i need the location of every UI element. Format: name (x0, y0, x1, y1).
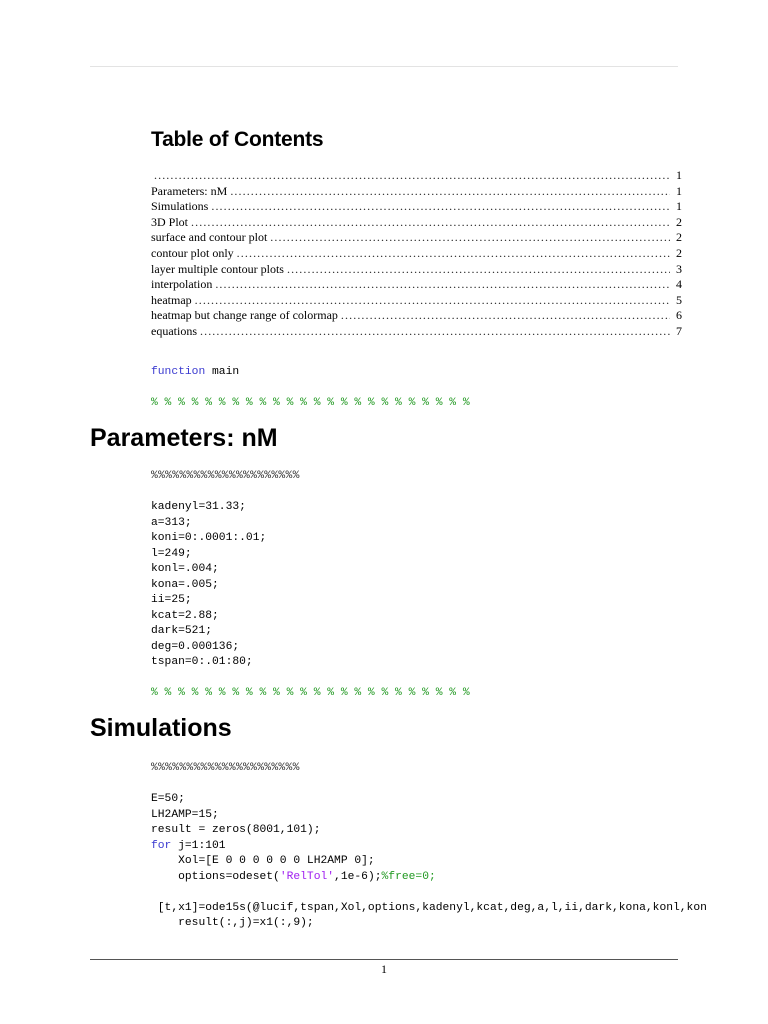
code-block-intro (151, 365, 470, 412)
toc-entry-page: 2 (676, 245, 682, 260)
code-text: options=odeset( (151, 870, 280, 883)
function-name: main (205, 366, 240, 378)
toc-leader-dots (200, 324, 670, 340)
code-line: kcat=2.88; (151, 609, 219, 622)
toc-entry-label: surface and contour plot (151, 230, 268, 245)
toc-leader-dots (195, 293, 670, 309)
code-line: result = zeros(8001,101); (151, 824, 321, 836)
toc-entry[interactable] (151, 184, 682, 200)
code-block-parameters (151, 469, 470, 702)
code-text: ,1e-6); (334, 870, 382, 883)
toc-leader-dots (270, 230, 670, 246)
code-line: deg=0.000136; (151, 640, 240, 653)
section-heading-simulations: Simulations (90, 714, 232, 742)
toc-entry-label: interpolation (151, 277, 213, 292)
string-literal: 'RelTol' (279, 870, 335, 883)
toc-entry-label: layer multiple contour plots (151, 261, 284, 276)
toc-entry-page: 5 (676, 292, 682, 307)
toc-entry[interactable] (151, 246, 682, 262)
toc-entry-label: Parameters: nM (151, 183, 228, 198)
toc-leader-dots (215, 277, 670, 293)
toc-leader-dots (237, 246, 670, 262)
code-line: dark=521; (151, 625, 213, 637)
code-line: koni=0:.0001:.01; (151, 532, 267, 544)
keyword: for (151, 839, 172, 852)
comment-separator: % % % % % % % % % % % % % % % % % % % % % % % % (151, 687, 470, 699)
code-line: kona=.005; (151, 578, 219, 591)
toc-entry-page: 6 (676, 308, 682, 323)
toc-title: Table of Contents (151, 128, 324, 151)
toc-entry-label: Simulations (151, 199, 209, 214)
toc-entry-page: 4 (676, 277, 682, 292)
keyword: function (151, 366, 206, 378)
toc-entry-page: 3 (676, 261, 682, 276)
code-line: tspan=0:.01:80; (151, 656, 253, 668)
code-text: j=1:101 (171, 839, 226, 852)
toc-entry[interactable] (151, 168, 682, 184)
code-comment: %%%%%%%%%%%%%%%%%%%%% (151, 762, 300, 774)
toc-entry-page: 2 (676, 230, 682, 245)
section-heading-parameters: Parameters: nM (90, 424, 278, 452)
code-line: [t,x1]=ode15s(@lucif,tspan,Xol,options,kadenyl,kcat,deg,a,l,ii,dark,kona,konl,kon (151, 901, 707, 914)
toc-entry-page: 1 (676, 199, 682, 214)
footer-rule (90, 959, 678, 960)
toc-entry-label: equations (151, 323, 197, 338)
toc-leader-dots (230, 184, 670, 200)
toc-entry[interactable] (151, 277, 682, 293)
code-line: ii=25; (151, 594, 192, 606)
table-of-contents (151, 168, 682, 340)
toc-leader-dots (154, 168, 670, 184)
code-line: Xol=[E 0 0 0 0 0 0 LH2AMP 0]; (151, 855, 375, 867)
code-line: E=50; (151, 793, 185, 805)
toc-entry-page: 1 (676, 183, 682, 198)
code-line (151, 870, 768, 886)
code-block-simulations (151, 761, 768, 932)
toc-leader-dots (287, 262, 670, 278)
code-line (151, 839, 768, 855)
toc-leader-dots (191, 215, 670, 231)
toc-entry[interactable] (151, 262, 682, 278)
toc-entry-page: 2 (676, 214, 682, 229)
toc-entry[interactable] (151, 293, 682, 309)
inline-comment: %free=0; (381, 870, 436, 883)
code-line: LH2AMP=15; (151, 808, 219, 821)
toc-entry-page: 1 (676, 168, 682, 182)
toc-entry[interactable] (151, 230, 682, 246)
toc-entry[interactable] (151, 215, 682, 231)
toc-entry[interactable] (151, 308, 682, 324)
toc-entry-label: contour plot only (151, 245, 234, 260)
code-line: l=249; (151, 547, 192, 560)
toc-entry-page: 7 (676, 323, 682, 338)
code-line: kadenyl=31.33; (151, 501, 246, 513)
toc-entry-label: heatmap but change range of colormap (151, 308, 338, 323)
toc-leader-dots (341, 308, 670, 324)
page-number: 1 (381, 962, 387, 976)
toc-entry[interactable] (151, 324, 682, 340)
header-rule (90, 66, 678, 67)
toc-entry-label: heatmap (151, 292, 192, 307)
code-line: a=313; (151, 516, 192, 529)
toc-entry-label: 3D Plot (151, 214, 189, 229)
toc-entry[interactable] (151, 199, 682, 215)
code-line (151, 365, 470, 381)
toc-leader-dots (211, 199, 670, 215)
code-line: result(:,j)=x1(:,9); (151, 917, 314, 929)
code-comment: %%%%%%%%%%%%%%%%%%%%% (151, 470, 300, 482)
comment-separator: % % % % % % % % % % % % % % % % % % % % % % % % (151, 397, 470, 409)
code-line: konl=.004; (151, 563, 219, 575)
